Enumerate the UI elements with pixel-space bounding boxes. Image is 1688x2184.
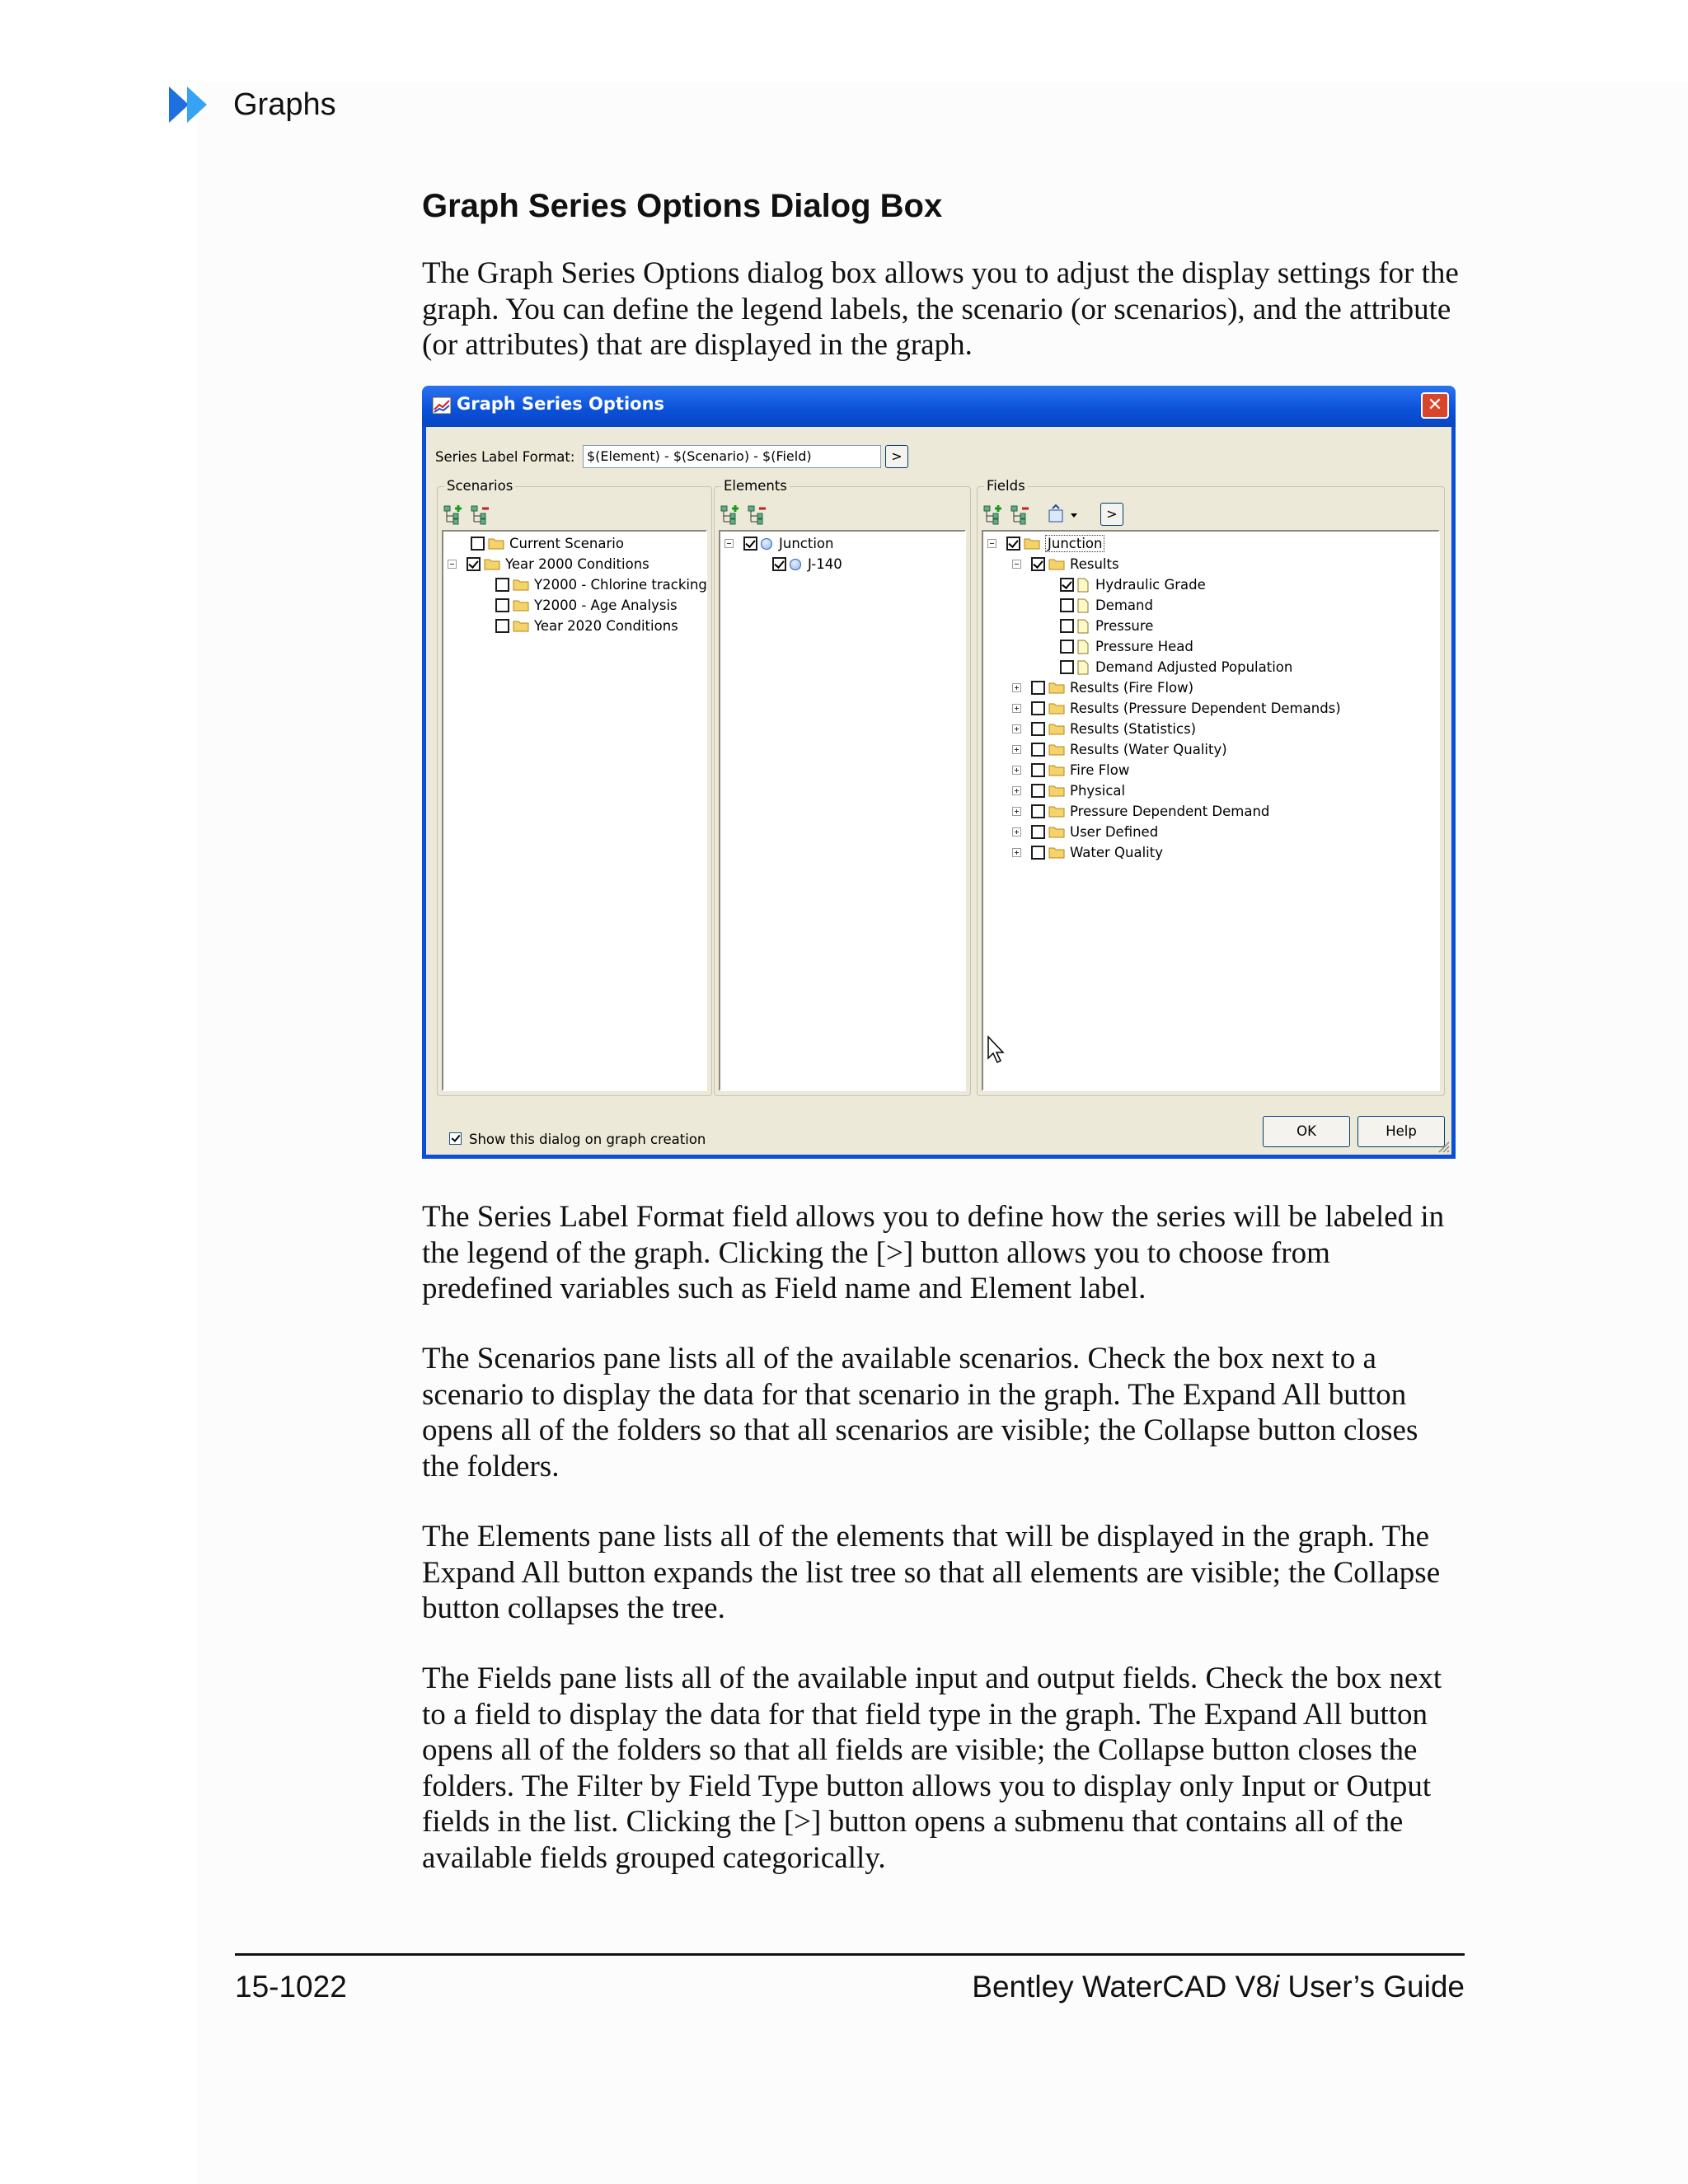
collapse-icon[interactable] xyxy=(469,504,492,525)
collapse-node-icon[interactable] xyxy=(448,560,457,569)
tree-item[interactable] xyxy=(1060,636,1193,657)
tree-item-label: Results (Fire Flow) xyxy=(1070,680,1194,696)
tree-item[interactable] xyxy=(1012,842,1163,863)
tree-item-label: Fire Flow xyxy=(1070,762,1130,778)
tree-item[interactable] xyxy=(495,616,678,636)
elements-pane-title: Elements xyxy=(721,478,790,494)
scenarios-paragraph: The Scenarios pane lists all of the available scenarios. Check the box next to a scenario to display the data for that scenario in the graph. The Expand All button opens all of the folders so that all scenarios are visible; the Collapse button closes the folders. xyxy=(422,1342,1418,1483)
folder-icon xyxy=(1048,723,1065,735)
folder-icon xyxy=(1048,702,1065,715)
checkbox[interactable] xyxy=(1031,825,1045,839)
scenarios-pane-title: Scenarios xyxy=(444,478,515,494)
tree-item-label: Results (Pressure Dependent Demands) xyxy=(1070,701,1341,716)
folder-icon xyxy=(513,599,529,612)
expand-node-icon[interactable] xyxy=(1012,683,1021,692)
checkbox[interactable] xyxy=(1031,763,1045,777)
tree-item[interactable] xyxy=(1060,616,1153,636)
tree-item-label: User Defined xyxy=(1070,824,1159,840)
tree-item-label: Pressure Head xyxy=(1095,639,1193,654)
elements-tree[interactable] xyxy=(719,530,966,1091)
tree-item-label: Pressure Dependent Demand xyxy=(1070,804,1270,819)
tree-item[interactable] xyxy=(1060,574,1206,595)
tree-item-label: Year 2000 Conditions xyxy=(505,556,649,572)
junction-icon xyxy=(790,559,801,570)
expand-node-icon[interactable] xyxy=(1012,827,1021,837)
tree-item[interactable] xyxy=(1012,698,1341,719)
checkbox[interactable] xyxy=(1060,598,1074,612)
field-document-icon xyxy=(1077,619,1089,634)
label-format-paragraph: The Series Label Format field allows you to define how the series will be labeled in the legend of the graph. Clicking the [>] button allows you to choose from predefined variables such as Field name and Element label. xyxy=(422,1200,1445,1305)
guide-title xyxy=(972,1970,1465,2004)
dialog-title: Graph Series Options xyxy=(457,394,665,414)
tree-item-label: Results xyxy=(1070,556,1119,572)
tree-item-label: Demand xyxy=(1095,598,1153,613)
expand-node-icon[interactable] xyxy=(1012,724,1021,733)
tree-item-label: Y2000 - Chlorine tracking xyxy=(534,577,707,593)
show-on-creation-checkbox[interactable] xyxy=(449,1132,462,1145)
tree-item[interactable] xyxy=(1060,657,1292,677)
checkbox[interactable] xyxy=(467,557,481,571)
show-on-creation-label: Show this dialog on graph creation xyxy=(469,1132,706,1147)
folder-icon xyxy=(1048,846,1065,859)
folder-icon xyxy=(1048,558,1065,570)
tree-item-label: Physical xyxy=(1070,783,1126,799)
section-name: Graphs xyxy=(233,87,336,122)
tree-item[interactable] xyxy=(772,554,842,574)
checkbox[interactable] xyxy=(495,578,509,592)
checkbox[interactable] xyxy=(772,557,786,571)
page-number: 15-1022 xyxy=(235,1970,347,2004)
elements-pane xyxy=(714,478,971,1096)
checkbox[interactable] xyxy=(1031,784,1045,798)
guide-title-prefix: Bentley WaterCAD V8 xyxy=(972,1970,1273,2004)
checkbox[interactable] xyxy=(495,619,509,633)
chevron-logo-icon xyxy=(169,87,222,123)
label-format-more-button[interactable]: > xyxy=(885,445,908,468)
checkbox[interactable] xyxy=(1031,846,1045,860)
junction-icon xyxy=(761,538,772,550)
expand-all-icon[interactable] xyxy=(982,504,1005,525)
tree-item-label: Year 2020 Conditions xyxy=(534,618,678,634)
folder-icon xyxy=(1024,537,1040,550)
guide-title-suffix: User’s Guide xyxy=(1279,1970,1465,2004)
field-document-icon xyxy=(1077,598,1089,613)
dialog-client-area xyxy=(426,427,1451,1155)
folder-icon xyxy=(1048,805,1065,818)
tree-item[interactable] xyxy=(1060,595,1153,616)
close-button[interactable]: ✕ xyxy=(1421,392,1449,419)
section-title: Graph Series Options Dialog Box xyxy=(422,188,943,224)
tree-item-label: Results (Statistics) xyxy=(1070,721,1197,737)
checkbox[interactable] xyxy=(1031,557,1045,571)
tree-item[interactable] xyxy=(1012,780,1125,801)
collapse-node-icon[interactable] xyxy=(1012,560,1021,569)
checkbox[interactable] xyxy=(471,537,485,551)
elements-paragraph: The Elements pane lists all of the elements that will be displayed in the graph. The Expand All button expands the list tree so that all elements are visible; the Collapse button collapses the tree. xyxy=(422,1520,1441,1625)
help-button[interactable]: Help xyxy=(1357,1116,1445,1147)
expand-node-icon[interactable] xyxy=(1012,786,1021,795)
fields-tree[interactable] xyxy=(982,530,1440,1091)
tree-item[interactable] xyxy=(987,533,1104,554)
tree-item[interactable] xyxy=(471,533,624,554)
tree-item[interactable] xyxy=(495,595,678,616)
checkbox[interactable] xyxy=(1060,619,1074,633)
tree-item[interactable] xyxy=(1012,801,1269,822)
guide-title-italic: i xyxy=(1272,1970,1280,2004)
collapse-node-icon[interactable] xyxy=(724,539,734,548)
tree-item[interactable] xyxy=(1012,677,1193,698)
series-label-format-input[interactable]: $(Element) - $(Scenario) - $(Field) xyxy=(583,445,881,468)
expand-all-icon[interactable] xyxy=(442,504,465,525)
tree-item-label: Hydraulic Grade xyxy=(1095,577,1206,593)
folder-icon xyxy=(488,537,504,550)
graph-series-options-dialog xyxy=(422,386,1456,1159)
checkbox[interactable] xyxy=(1060,578,1074,592)
series-label-format-label: Series Label Format: xyxy=(435,449,575,465)
fields-paragraph: The Fields pane lists all of the available input and output fields. Check the box next to a field to display the data for that field type in the graph. The Expand All button opens all of the folders so that all fields are visible; the Collapse button closes the folders. The Filter by Field Type button allows you to display only Input or Output fields in the list. Clicking the [>] button opens a submenu that contains all of the available fields grouped categorically. xyxy=(422,1661,1442,1875)
field-document-icon xyxy=(1077,640,1089,654)
field-document-icon xyxy=(1077,660,1089,675)
tree-item-label: Pressure xyxy=(1095,618,1154,634)
graph-icon xyxy=(432,396,452,415)
tree-item-label: J-140 xyxy=(808,556,842,572)
tree-item-label: Current Scenario xyxy=(509,536,624,551)
tree-item-label: Y2000 - Age Analysis xyxy=(534,598,678,613)
collapse-icon[interactable] xyxy=(746,504,769,525)
checkbox[interactable] xyxy=(1031,681,1045,695)
tree-item[interactable] xyxy=(1012,719,1196,739)
checkbox[interactable] xyxy=(1031,722,1045,736)
folder-icon xyxy=(1048,826,1065,838)
tree-item[interactable] xyxy=(1012,554,1119,574)
tree-item[interactable] xyxy=(1012,739,1227,760)
expand-node-icon[interactable] xyxy=(1012,745,1021,754)
fields-pane-title: Fields xyxy=(984,478,1028,494)
resize-grip-icon[interactable] xyxy=(1437,1140,1450,1153)
folder-icon xyxy=(1048,743,1065,756)
expand-all-icon[interactable] xyxy=(719,504,742,525)
fields-more-button[interactable]: > xyxy=(1100,503,1123,526)
expand-node-icon[interactable] xyxy=(1012,704,1021,713)
expand-node-icon[interactable] xyxy=(1012,848,1021,857)
ok-button[interactable]: OK xyxy=(1263,1116,1350,1147)
footer-divider xyxy=(235,1953,1465,1956)
mouse-cursor-icon xyxy=(987,1035,1006,1065)
collapse-icon[interactable] xyxy=(1009,504,1032,525)
checkbox[interactable] xyxy=(1060,640,1074,654)
intro-paragraph: The Graph Series Options dialog box allows you to adjust the display settings for the graph. You can define the legend labels, the scenario (or scenarios), and the attribute (or attributes) that are displayed in the graph. xyxy=(422,256,1459,362)
field-document-icon xyxy=(1077,578,1089,593)
checkbox[interactable] xyxy=(743,537,757,551)
folder-icon xyxy=(1048,764,1065,776)
scenarios-pane xyxy=(437,478,712,1096)
filter-by-field-type-icon[interactable] xyxy=(1047,504,1081,525)
expand-node-icon[interactable] xyxy=(1012,807,1021,816)
fields-pane xyxy=(977,478,1445,1096)
tree-item-label: Junction xyxy=(779,536,834,551)
checkbox[interactable] xyxy=(495,598,509,612)
checkbox[interactable] xyxy=(1031,804,1045,818)
folder-icon xyxy=(1048,785,1065,797)
checkbox[interactable] xyxy=(1031,743,1045,757)
tree-item[interactable] xyxy=(495,574,707,595)
scenarios-tree[interactable] xyxy=(442,530,707,1091)
checkbox[interactable] xyxy=(1031,701,1045,715)
tree-item-label: Water Quality xyxy=(1070,845,1163,860)
checkbox[interactable] xyxy=(1006,537,1020,551)
tree-item-label: Junction xyxy=(1045,535,1104,552)
checkbox[interactable] xyxy=(1060,660,1074,674)
tree-item[interactable] xyxy=(724,533,833,554)
tree-item-label: Results (Water Quality) xyxy=(1070,742,1227,757)
folder-icon xyxy=(513,579,529,591)
tree-item[interactable] xyxy=(1012,760,1129,780)
tree-item[interactable] xyxy=(448,554,649,574)
collapse-node-icon[interactable] xyxy=(987,539,996,548)
running-header xyxy=(169,87,336,123)
tree-item-label: Demand Adjusted Population xyxy=(1095,659,1293,675)
tree-item[interactable] xyxy=(1012,822,1158,842)
expand-node-icon[interactable] xyxy=(1012,766,1021,775)
dialog-titlebar xyxy=(422,386,1456,427)
folder-icon xyxy=(1048,682,1065,694)
folder-icon xyxy=(513,620,529,632)
folder-icon xyxy=(484,558,500,570)
